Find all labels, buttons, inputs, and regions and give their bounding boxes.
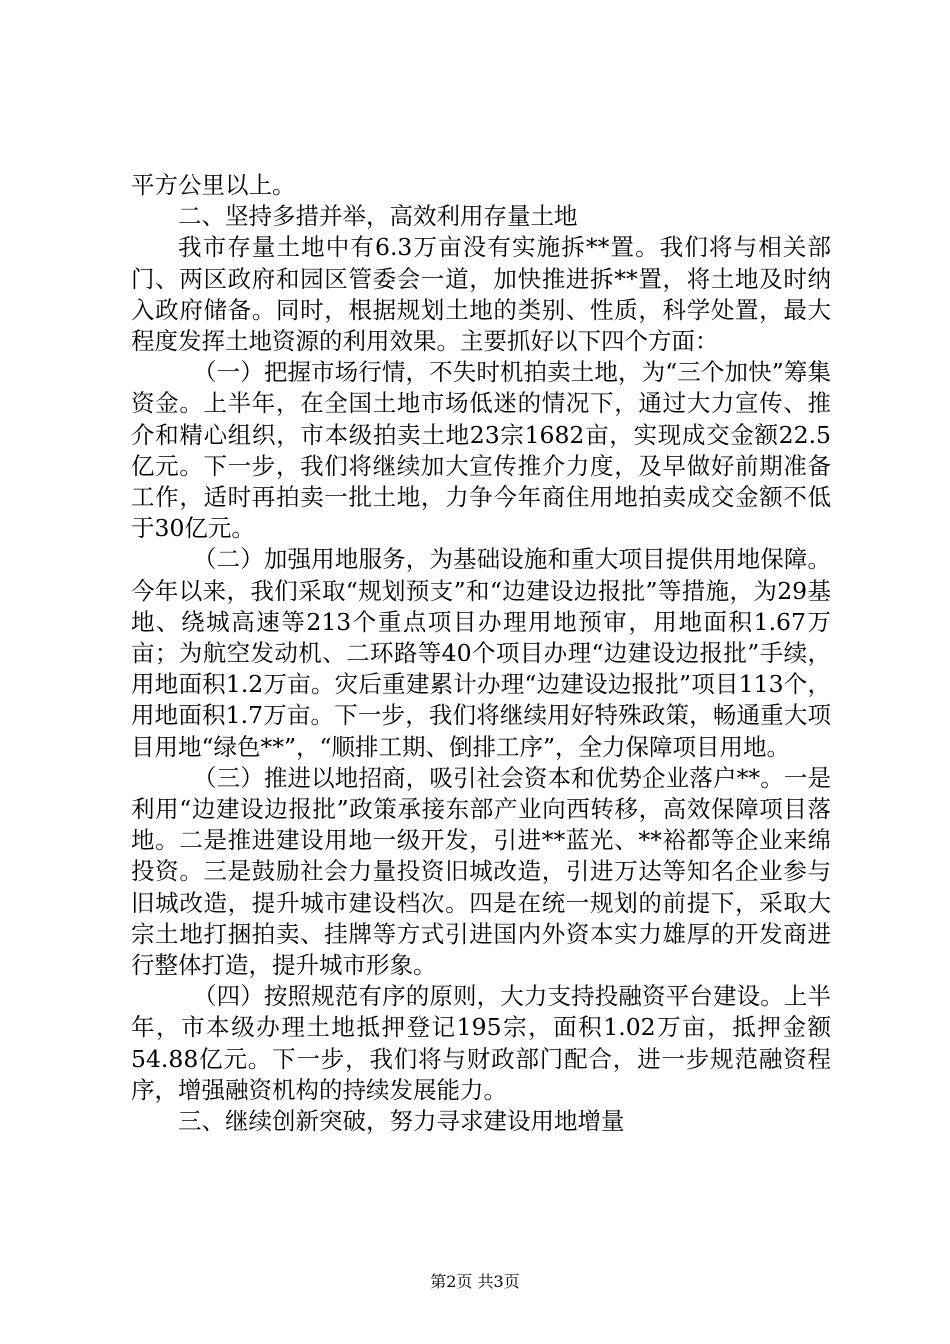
section-heading-3: 三、继续创新突破，努力寻求建设用地增量 [178,1107,625,1136]
paragraph-item-3: （三）推进以地招商，吸引社会资本和优势企业落户**。一是利用“边建设边报批”政策承接东部产业向西转移，高效保障项目落地。二是推进建设用地一级开发，引进**蓝光、**裕都等企业来绵投资。三是鼓励社会力量投资旧城改造，引进万达等知名企业参与旧城改造，提升城市建设档次。四是在统一规划的前提下，采取大宗土地打捆拍卖、挂牌等方式引进国内外资本实力雄厚的开发商进行整体打造，提升城市形象。 [131,763,831,980]
paragraph-item-4: （四）按照规范有序的原则，大力支持投融资平台建设。上半年，市本级办理土地抵押登记195宗，面积1.02万亩，抵押金额54.88亿元。下一步，我们将与财政部门配合，进一步规范融资程序，增强融资机构的持续发展能力。 [131,982,831,1104]
paragraph-stock-land: 我市存量土地中有6.3万亩没有实施拆**置。我们将与相关部门、两区政府和园区管委会一道，加快推进拆**置，将土地及时纳入政府储备。同时，根据规划土地的类别、性质，科学处置，最大程度发挥土地资源的利用效果。主要抓好以下四个方面： [131,233,831,356]
page-number-label: 第2页 共3页 [430,1272,520,1291]
paragraph-item-2: （二）加强用地服务，为基础设施和重大项目提供用地保障。今年以来，我们采取“规划预支”和“边建设边报批”等措施，为29基地、绕城高速等213个重点项目办理用地预审，用地面积1.67万亩；为航空发动机、二环路等40个项目办理“边建设边报批”手续，用地面积1.2万亩。灾后重建累计办理“边建设边报批”项目113个，用地面积1.7万亩。下一步，我们将继续用好特殊政策，畅通重大项目用地“绿色**”，“顺排工期、倒排工序”，全力保障项目用地。 [131,545,831,761]
paragraph-item-1: （一）把握市场行情，不失时机拍卖土地，为“三个加快”筹集资金。上半年，在全国土地市场低迷的情况下，通过大力宣传、推介和精心组织，市本级拍卖土地23宗1682亩，实现成交金额22.5亿元。下一步，我们将继续加大宣传推介力度，及早做好前期准备工作，适时再拍卖一批土地，力争今年商住用地拍卖成交金额不低于30亿元。 [131,358,831,543]
document-body [131,170,831,1137]
paragraph-continuation: 平方公里以上。 [131,171,296,199]
page-footer [0,1272,950,1292]
section-heading-2: 二、坚持多措并举，高效利用存量土地 [178,202,578,231]
